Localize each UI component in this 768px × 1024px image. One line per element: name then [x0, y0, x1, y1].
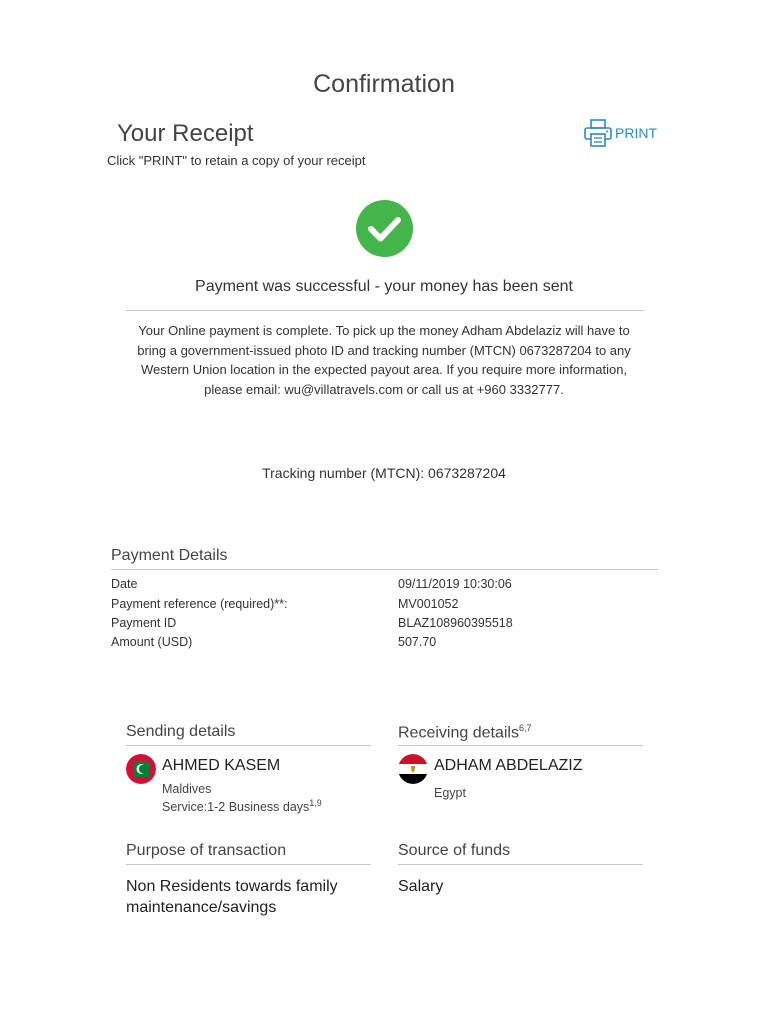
print-label: PRINT: [615, 125, 657, 141]
detail-value-date: 09/11/2019 10:30:06: [398, 577, 512, 591]
detail-value-payment-id: BLAZ108960395518: [398, 616, 513, 630]
receipt-title: Your Receipt: [117, 120, 254, 147]
divider: [398, 864, 643, 865]
success-description: Your Online payment is complete. To pick up the money Adham Abdelaziz will have to bring a government-issued photo ID and tracking number (MTCN) 0673287204 to any Western Union location in the expected payout area. If you require more information, please email: wu@villatravels.com or call us at +960 3332777.: [137, 323, 631, 397]
purpose-title: Purpose of transaction: [126, 842, 287, 859]
receiving-title-text: Receiving details: [398, 724, 519, 742]
sending-details-title: Sending details: [126, 723, 236, 740]
print-button[interactable]: [583, 118, 657, 148]
detail-label-payment-id: Payment ID: [111, 616, 177, 630]
divider: [126, 310, 644, 311]
service-text: Service:1-2 Business days: [162, 800, 310, 815]
sender-name: AHMED KASEM: [162, 757, 281, 774]
sender-service: [162, 798, 322, 814]
check-circle-icon: [356, 200, 413, 257]
source-of-funds-value: Salary: [398, 878, 444, 895]
receiving-footnote: 6,7: [518, 723, 532, 733]
sender-country: Maldives: [162, 782, 212, 796]
purpose-line-1: Non Residents towards family: [126, 878, 338, 895]
tracking-number: Tracking number (MTCN): 0673287204: [262, 465, 506, 481]
maldives-flag-icon: [126, 754, 156, 784]
printer-icon: [583, 118, 613, 148]
divider: [126, 864, 371, 865]
purpose-value: [126, 876, 338, 918]
service-footnote: 1,9: [309, 798, 322, 808]
divider: [398, 745, 643, 746]
detail-value-reference: MV001052: [398, 597, 459, 611]
page-title: Confirmation: [313, 70, 455, 98]
detail-value-amount: 507.70: [398, 635, 437, 649]
receiver-country: Egypt: [434, 786, 466, 800]
egypt-flag-icon: [398, 754, 428, 784]
source-of-funds-title: Source of funds: [398, 842, 511, 859]
detail-label-date: Date: [111, 577, 138, 591]
receiving-details-title: [398, 723, 531, 742]
divider: [111, 569, 658, 570]
purpose-line-2: maintenance/savings: [126, 899, 277, 916]
detail-label-reference: Payment reference (required)**:: [111, 597, 288, 611]
divider: [126, 745, 371, 746]
detail-label-amount: Amount (USD): [111, 635, 193, 649]
receiver-name: ADHAM ABDELAZIZ: [434, 757, 583, 774]
success-title: Payment was successful - your money has been sent: [195, 278, 573, 295]
payment-details-title: Payment Details: [111, 547, 228, 564]
receipt-hint: Click "PRINT" to retain a copy of your receipt: [107, 153, 366, 168]
